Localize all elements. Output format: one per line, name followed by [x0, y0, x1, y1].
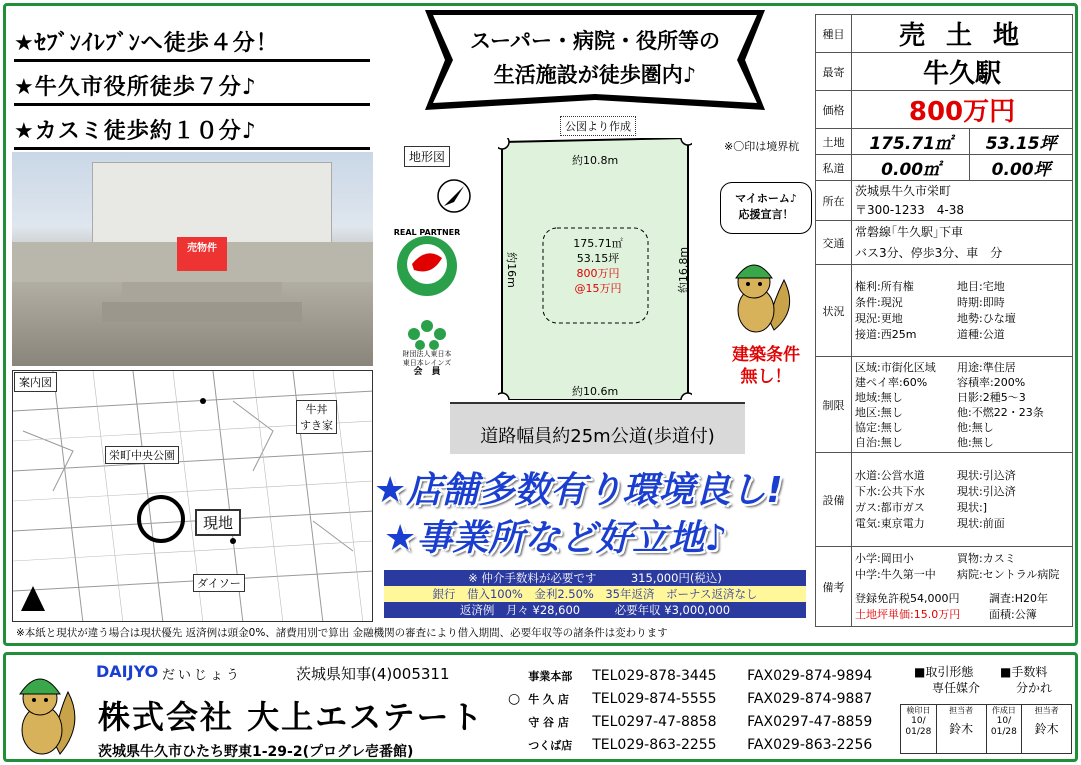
spec-cell: 建ペイ率:60% — [855, 375, 928, 389]
spec-status — [852, 265, 1073, 357]
stamp-value: 10/ 01/28 — [990, 716, 1017, 737]
spec-key: 状況 — [816, 265, 852, 357]
branch-name: 守 谷 店 — [528, 715, 569, 729]
branch-row — [504, 687, 899, 710]
company-name: 株式会社 大上エステート — [98, 698, 485, 736]
plot-info — [548, 236, 648, 296]
spec-traffic — [852, 221, 1073, 265]
north-arrow-icon — [436, 178, 472, 214]
spec-cell: 接道:西25m — [855, 327, 917, 341]
stamp-value: 鈴木 — [1034, 722, 1059, 736]
branch-mark — [504, 733, 524, 756]
spec-cell: 道種:公道 — [957, 327, 1005, 341]
spec-kind: 売 土 地 — [852, 15, 1073, 53]
banner-text — [440, 24, 750, 92]
spec-cell: 水道:公営水道 — [855, 468, 925, 482]
branch-row — [504, 710, 899, 733]
headline-3: ★カスミ徒歩約１０分♪ — [14, 110, 370, 150]
company-address: 茨城県牛久市ひたち野東1-29-2(プログレ壱番館) — [98, 744, 414, 760]
spec-address-2: 〒300-1233 4-38 — [855, 202, 965, 217]
spec-cell: 他:不燃22・23条 — [957, 405, 1044, 419]
spec-cell: 現状:引込済 — [957, 484, 1016, 498]
branch-fax: FAX029-874-9887 — [747, 690, 873, 707]
spec-cell: 区域:市街化区域 — [855, 360, 936, 374]
trade-fee-label: ■手数料 — [1000, 665, 1048, 679]
road-width: 道路幅員約25m公道(歩道付) — [450, 402, 745, 454]
spec-key: 最寄 — [816, 53, 852, 91]
spec-key: 私道 — [816, 155, 852, 181]
branch-fax: FAX029-874-9894 — [747, 667, 873, 684]
spec-address-1: 茨城県牛久市栄町 — [855, 183, 952, 198]
spec-cell: 現状:引込済 — [957, 468, 1016, 482]
map-current: 現地 — [195, 509, 241, 536]
spec-cell: 地勢:ひな壇 — [957, 311, 1016, 325]
stamp-box — [1022, 705, 1071, 753]
spec-frontage: 面積:公簿 — [989, 607, 1037, 621]
spec-cell: 地域:無し — [855, 390, 903, 404]
spec-land-tsubo: 53.15坪 — [970, 129, 1073, 155]
spec-cell: 権利:所有権 — [855, 279, 914, 293]
spec-cell: 容積率:200% — [957, 375, 1026, 389]
spec-key: 制限 — [816, 357, 852, 453]
plot-unit-price: @15万円 — [574, 282, 622, 295]
spec-cell: 協定:無し — [855, 420, 903, 434]
spec-cell: 用途:準住居 — [957, 360, 1016, 374]
plot-right-length: 約16.8m — [677, 246, 691, 294]
spec-private-tsubo: 0.00坪 — [970, 155, 1073, 181]
spec-key: 種目 — [816, 15, 852, 53]
slogan-1: ★店舗多数有り環境良し! — [374, 470, 783, 511]
reins-caption — [392, 350, 462, 377]
branch-mark — [504, 710, 524, 733]
loan-terms: 銀行 借入100% 金利2.50% 35年返済 ボーナス返済なし — [384, 586, 806, 602]
company-reading: だいじょう — [162, 668, 243, 683]
spec-private-sqm: 0.00㎡ — [852, 155, 970, 181]
spec-notes — [852, 547, 1073, 627]
reins-member: 会 員 — [413, 367, 441, 377]
spec-tsubo-price: 土地坪単価:15.0万円 — [855, 607, 961, 621]
loan-example: 返済例 月々 ¥28,600 必要年収 ¥3,000,000 — [384, 602, 806, 618]
branch-name: 牛 久 店 — [528, 692, 569, 706]
boundary-note: ※〇印は境界杭 — [724, 140, 800, 153]
build-condition: 建築条件 無し！ — [732, 345, 800, 387]
photo-step — [122, 282, 282, 302]
stamp-value: 10/ 01/28 — [905, 716, 932, 737]
branch-mark: ○ — [508, 690, 521, 707]
mascot-bubble: マイホーム♪ 応援宣言！ — [720, 182, 812, 234]
branch-row — [504, 664, 899, 687]
spec-cell: 現状:] — [957, 500, 987, 514]
spec-cell: 地目:宅地 — [957, 279, 1005, 293]
plot-source: 公図より作成 — [560, 116, 636, 136]
spec-cell: 他:無し — [957, 420, 994, 434]
spec-survey: 調査:H20年 — [989, 591, 1048, 605]
branch-name: つくば店 — [528, 738, 573, 752]
spec-cell: 電気:東京電力 — [855, 516, 925, 530]
plot-bottom-length: 約10.6m — [572, 385, 619, 398]
loan-box — [384, 570, 806, 618]
trade-fee — [1000, 664, 1052, 696]
stamp-box — [987, 705, 1023, 753]
trade-type — [914, 664, 980, 696]
slogan-2: ★事業所など好立地♪ — [384, 518, 728, 559]
stamp-boxes — [900, 704, 1072, 754]
stamp-label: 担当者 — [949, 706, 974, 715]
svg-text:REAL PARTNER: REAL PARTNER — [393, 228, 461, 237]
branch-mark — [504, 664, 524, 687]
spec-key: 土地 — [816, 129, 852, 155]
spec-traffic-2: バス3分、停歩3分、車 分 — [855, 245, 1003, 260]
spec-land-sqm: 175.71㎡ — [852, 129, 970, 155]
map-store-sukiya: 牛丼 すき家 — [296, 400, 337, 434]
spec-cell: 地区:無し — [855, 405, 903, 419]
map-park: 栄町中央公園 — [105, 446, 179, 464]
spec-cell: 現況:更地 — [855, 311, 903, 325]
branch-tel[interactable]: TEL029-863-2255 — [592, 736, 717, 753]
loan-fee: ※ 仲介手数料が必要です 315,000円(税込) — [384, 570, 806, 586]
real-partner-logo — [392, 226, 462, 300]
spec-cell: 病院:セントラル病院 — [957, 567, 1060, 581]
stamp-box — [937, 705, 987, 753]
spec-cell: ガス:都市ガス — [855, 500, 925, 514]
property-photo — [12, 152, 373, 366]
spec-key: 備考 — [816, 547, 852, 627]
spec-facility — [852, 453, 1073, 547]
trade-type-value: 専任媒介 — [932, 681, 981, 695]
trade-type-label: ■取引形態 — [914, 665, 974, 679]
map-label: 案内図 — [14, 372, 57, 392]
spec-traffic-1: 常磐線｢牛久駅｣下車 — [855, 224, 964, 239]
branch-fax: FAX0297-47-8859 — [747, 713, 873, 730]
spec-cell: 日影:2種5～3 — [957, 390, 1026, 404]
spec-cell: 買物:カスミ — [957, 551, 1016, 565]
spec-key: 交通 — [816, 221, 852, 265]
map-store-daiso: ダイソー — [193, 574, 245, 592]
spec-cell: 下水:公共下水 — [855, 484, 925, 498]
branch-tel[interactable]: TEL029-878-3445 — [592, 667, 717, 684]
reins-logo — [392, 318, 462, 350]
spec-key: 設備 — [816, 453, 852, 547]
headline-1: ★ｾﾌﾞﾝｲﾚﾌﾞﾝへ徒歩４分！ — [14, 22, 370, 62]
plot-area-tsubo: 53.15坪 — [576, 252, 620, 265]
spec-cell: 条件:現況 — [855, 295, 903, 309]
terrain-label: 地形図 — [404, 146, 450, 167]
banner-line-1: スーパー・病院・役所等の — [470, 29, 720, 53]
photo-step — [102, 302, 302, 322]
stamp-label: 作成日 — [991, 706, 1016, 715]
photo-sign: 売物件 — [177, 237, 227, 271]
branch-name: 事業本部 — [528, 669, 573, 683]
plot-left-length: 約16m — [504, 252, 518, 288]
headline-2: ★牛久市役所徒歩７分♪ — [14, 66, 370, 106]
spec-cell: 中学:牛久第一中 — [855, 567, 936, 581]
spec-cell: 小学:岡田小 — [855, 551, 914, 565]
spec-station: 牛久駅 — [852, 53, 1073, 91]
spec-cell: 時期:即時 — [957, 295, 1005, 309]
trade-fee-value: 分かれ — [1016, 681, 1053, 695]
reins-line-1: 財団法人東日本 — [402, 350, 452, 358]
spec-price: 800万円 — [852, 91, 1073, 129]
branch-row — [504, 733, 899, 756]
company-license: 茨城県知事(4)005311 — [296, 665, 450, 683]
branch-tel[interactable]: TEL0297-47-8858 — [592, 713, 717, 730]
stamp-value: 鈴木 — [949, 722, 974, 736]
plot-price: 800万円 — [576, 267, 620, 280]
spec-table — [815, 14, 1073, 627]
spec-limit — [852, 357, 1073, 453]
stamp-box — [901, 705, 937, 753]
spec-key: 所在 — [816, 181, 852, 221]
spec-key: 価格 — [816, 91, 852, 129]
branch-fax: FAX029-863-2256 — [747, 736, 873, 753]
stamp-label: 担当者 — [1034, 706, 1059, 715]
spec-cell: 自治:無し — [855, 435, 903, 449]
reins-line-2: 東日本レインズ — [402, 359, 452, 367]
spec-cell: 他:無し — [957, 435, 994, 449]
plot-top-length: 約10.8m — [572, 154, 619, 167]
plot-area-sqm: 175.71㎡ — [573, 237, 623, 250]
branch-tel[interactable]: TEL029-874-5555 — [592, 690, 717, 707]
branch-table — [504, 664, 899, 756]
banner-line-2: 生活施設が徒歩圏内♪ — [493, 63, 697, 87]
footnote: ※本紙と現状が違う場合は現状優先 返済例は頭金0%、諸費用別で算出 金融機関の審査により借入期間、必要年収等の諸条件は変わります — [16, 627, 668, 639]
spec-cell: 現状:前面 — [957, 516, 1005, 530]
spec-address — [852, 181, 1073, 221]
spec-tax: 登録免許税54,000円 — [855, 591, 960, 605]
squirrel-mascot-icon — [724, 250, 800, 334]
company-mascot-icon — [10, 664, 82, 758]
brand-logo: DAIJYO — [96, 662, 159, 681]
stamp-label: 検印日 — [906, 706, 931, 715]
